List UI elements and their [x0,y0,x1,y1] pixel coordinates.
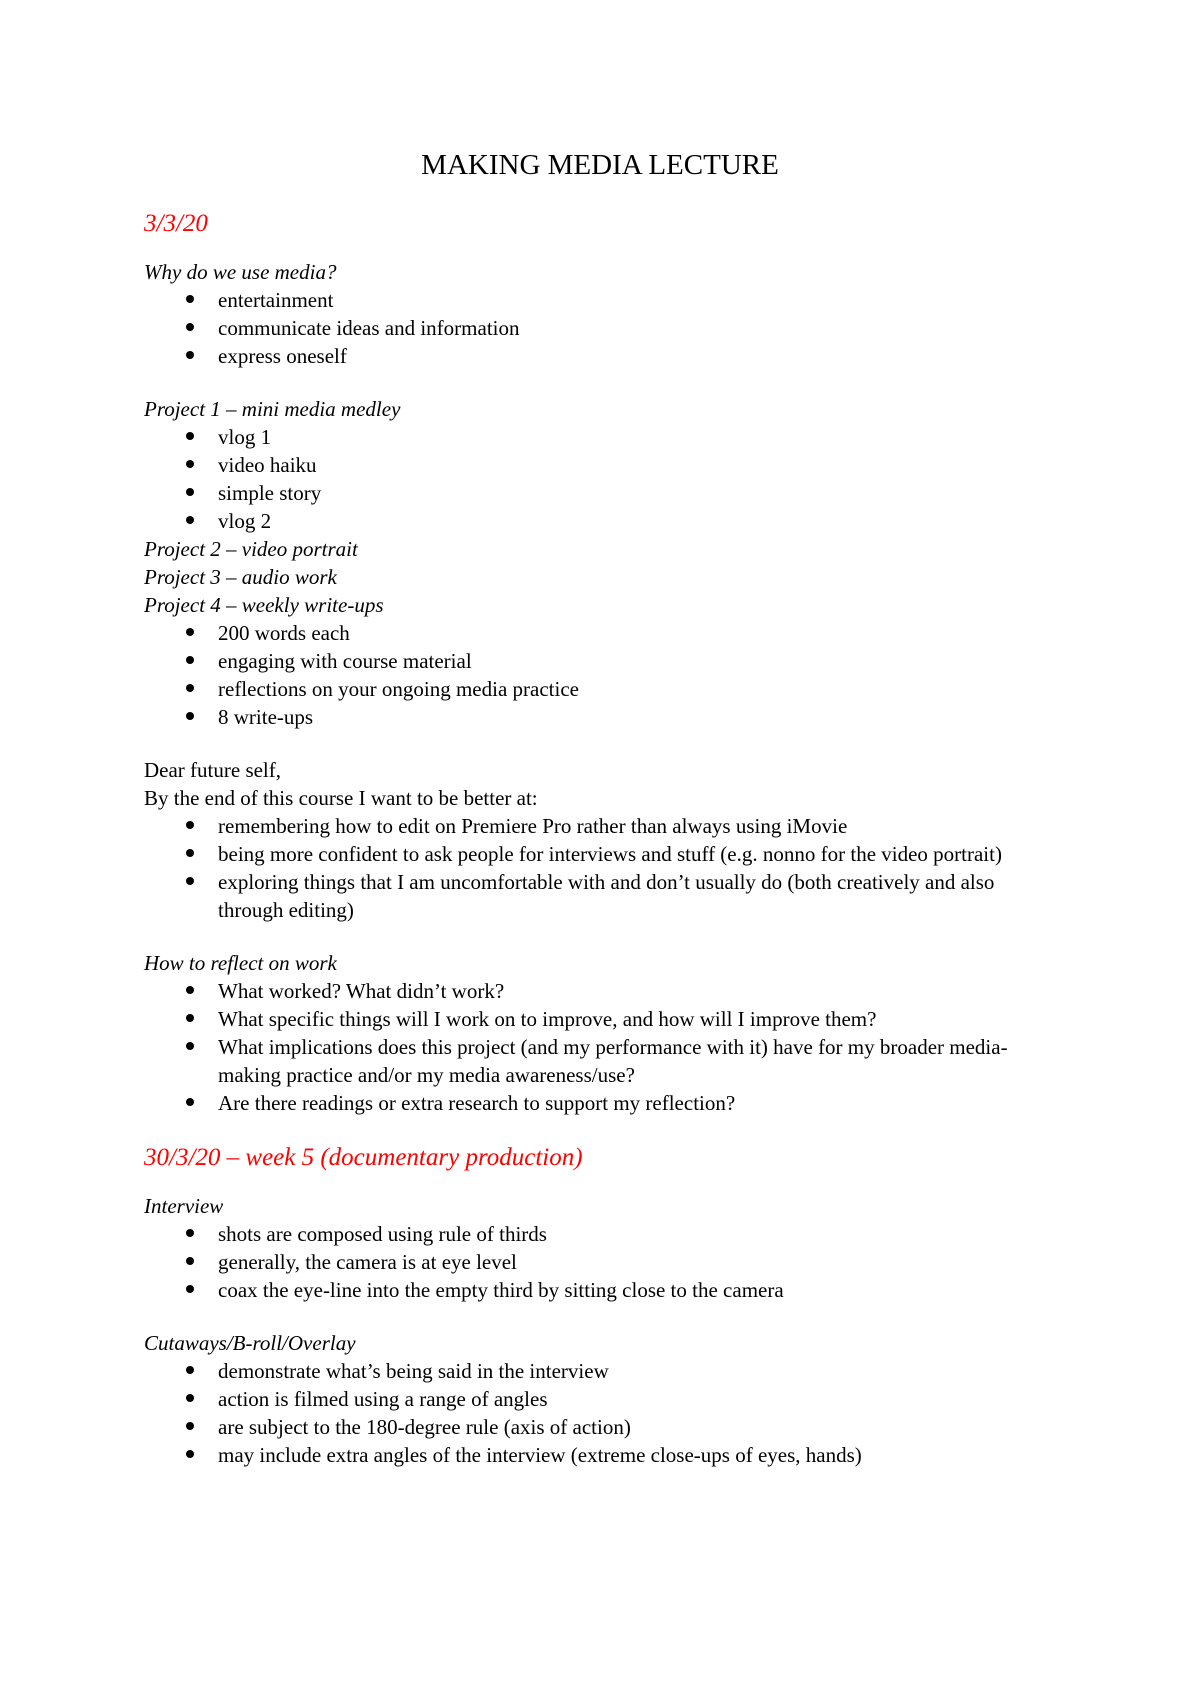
date-spacer [144,1174,1064,1192]
document-title: MAKING MEDIA LECTURE [421,149,779,181]
block-spacer [144,1304,1064,1329]
bullet-item: action is filmed using a range of angles [144,1385,1064,1413]
block-heading: Interview [144,1194,224,1218]
lecture-section [144,208,1064,1117]
bullet-item: communicate ideas and information [144,314,1064,342]
bullet-list [144,1357,1064,1469]
bullet-item: exploring things that I am uncomfortable with and don’t usually do (both creatively and also through editing) [144,868,1064,924]
block-heading: Project 3 – audio work [144,565,337,589]
bullet-item: remembering how to edit on Premiere Pro rather than always using iMovie [144,812,1064,840]
lecture-section [144,1142,1064,1469]
block-spacer [144,731,1064,756]
bullet-item: express oneself [144,342,1064,370]
block-intro-line: By the end of this course I want to be better at: [144,786,538,810]
bullet-item: reflections on your ongoing media practice [144,675,1064,703]
block-heading: Project 2 – video portrait [144,537,358,561]
bullet-item: simple story [144,479,1064,507]
bullet-item: engaging with course material [144,647,1064,675]
bullet-item: shots are composed using rule of thirds [144,1220,1064,1248]
section-date-heading: 30/3/20 – week 5 (documentary production) [144,1144,583,1171]
bullet-item: demonstrate what’s being said in the interview [144,1357,1064,1385]
block-heading: Project 1 – mini media medley [144,397,401,421]
bullet-item: vlog 1 [144,423,1064,451]
block-spacer [144,370,1064,395]
section-date-heading: 3/3/20 [144,210,208,237]
document-body [144,208,1064,1469]
block-heading: Dear future self, [144,758,282,782]
date-spacer [144,240,1064,258]
block-heading: Why do we use media? [144,260,337,284]
block-heading: Cutaways/B-roll/Overlay [144,1331,356,1355]
section-spacer [144,1117,1064,1142]
bullet-item: 8 write-ups [144,703,1064,731]
bullet-item: may include extra angles of the interview (extreme close-ups of eyes, hands) [144,1441,1064,1469]
bullet-item: are subject to the 180-degree rule (axis of action) [144,1413,1064,1441]
bullet-item: being more confident to ask people for interviews and stuff (e.g. nonno for the video portrait) [144,840,1064,868]
bullet-item: 200 words each [144,619,1064,647]
bullet-item: Are there readings or extra research to support my reflection? [144,1089,1064,1117]
block-heading: How to reflect on work [144,951,337,975]
bullet-item: entertainment [144,286,1064,314]
bullet-item: What worked? What didn’t work? [144,977,1064,1005]
bullet-item: coax the eye-line into the empty third by sitting close to the camera [144,1276,1064,1304]
bullet-list [144,286,1064,370]
bullet-item: vlog 2 [144,507,1064,535]
block-spacer [144,924,1064,949]
bullet-item: video haiku [144,451,1064,479]
bullet-list [144,812,1064,924]
bullet-item: What specific things will I work on to improve, and how will I improve them? [144,1005,1064,1033]
bullet-list [144,977,1064,1117]
bullet-list [144,1220,1064,1304]
bullet-list [144,619,1064,731]
bullet-item: generally, the camera is at eye level [144,1248,1064,1276]
block-heading: Project 4 – weekly write-ups [144,593,384,617]
bullet-list [144,423,1064,535]
bullet-item: What implications does this project (and my performance with it) have for my broader media-making practice and/or my media awareness/use? [144,1033,1064,1089]
